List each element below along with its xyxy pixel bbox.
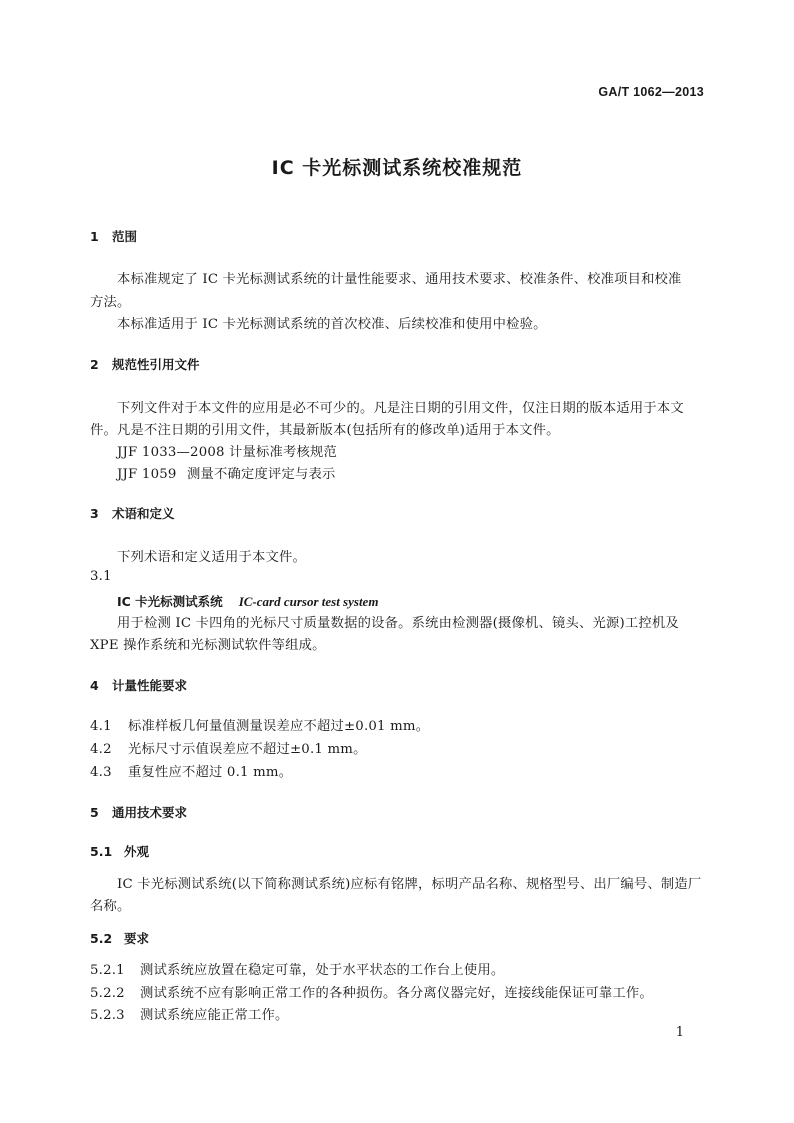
item-text: 重复性应不超过 0.1 mm。 bbox=[128, 765, 293, 780]
item-number: 5.2.1 bbox=[90, 963, 125, 978]
subsection-5-1-para-line-1: IC 卡光标测试系统(以下简称测试系统)应标有铭牌，标明产品名称、规格型号、出厂编号、制造厂 bbox=[117, 877, 702, 892]
term-entry bbox=[117, 591, 378, 610]
section-number: 3 bbox=[90, 506, 99, 521]
section-number: 4 bbox=[90, 678, 99, 693]
item-text: 测试系统不应有影响正常工作的各种损伤。各分离仪器完好，连接线能保证可靠工作。 bbox=[140, 986, 653, 1001]
term-definition-line-2: XPE 操作系统和光标测试软件等组成。 bbox=[90, 638, 326, 653]
reference-item bbox=[117, 463, 335, 482]
item-number: 5.2.3 bbox=[90, 1008, 125, 1023]
item-number: 4.3 bbox=[90, 765, 112, 780]
requirement-item bbox=[90, 738, 367, 757]
section-number: 5 bbox=[90, 805, 99, 820]
section-1-para-1-line-2: 方法。 bbox=[90, 295, 131, 310]
reference-item bbox=[117, 441, 337, 460]
item-text: 测试系统应能正常工作。 bbox=[140, 1008, 289, 1023]
reference-code: JJF 1033—2008 bbox=[117, 445, 225, 460]
item-text: 标准样板几何量值测量误差应不超过±0.01 mm。 bbox=[128, 719, 430, 734]
section-1-para-1-line-1: 本标准规定了 IC 卡光标测试系统的计量性能要求、通用技术要求、校准条件、校准项目和校准 bbox=[117, 272, 682, 287]
requirement-item bbox=[90, 982, 653, 1001]
subsection-number: 5.1 bbox=[90, 844, 113, 859]
term-chinese: IC 卡光标测试系统 bbox=[117, 594, 223, 609]
item-number: 4.1 bbox=[90, 719, 112, 734]
subsection-5-1-para-line-2: 名称。 bbox=[90, 899, 131, 914]
section-title: 范围 bbox=[112, 229, 138, 244]
item-text: 光标尺寸示值误差应不超过±0.1 mm。 bbox=[128, 742, 367, 757]
section-3-heading bbox=[90, 504, 175, 522]
section-5-heading bbox=[90, 803, 187, 821]
section-1-heading bbox=[90, 227, 137, 245]
reference-name: 测量不确定度评定与表示 bbox=[187, 467, 336, 482]
section-2-heading bbox=[90, 355, 200, 373]
requirement-item bbox=[90, 1004, 288, 1023]
section-title: 术语和定义 bbox=[112, 506, 175, 521]
section-number: 1 bbox=[90, 229, 99, 244]
subsection-number: 5.2 bbox=[90, 931, 113, 946]
item-number: 4.2 bbox=[90, 742, 112, 757]
section-title: 通用技术要求 bbox=[112, 805, 188, 820]
section-3-para-1: 下列术语和定义适用于本文件。 bbox=[117, 550, 306, 565]
item-number: 5.2.2 bbox=[90, 986, 125, 1001]
standard-number: GA/T 1062—2013 bbox=[598, 85, 704, 99]
section-title: 计量性能要求 bbox=[112, 678, 188, 693]
reference-code: JJF 1059 bbox=[117, 467, 177, 482]
section-4-heading bbox=[90, 676, 187, 694]
subsection-5-2-heading bbox=[90, 929, 149, 947]
requirement-item bbox=[90, 959, 504, 978]
section-title: 规范性引用文件 bbox=[112, 357, 200, 372]
section-2-para-1-line-1: 下列文件对于本文件的应用是必不可少的。凡是注日期的引用文件，仅注日期的版本适用于本文 bbox=[117, 401, 684, 416]
subsection-title: 外观 bbox=[124, 844, 150, 859]
requirement-item bbox=[90, 761, 292, 780]
section-2-para-1-line-2: 件。凡是不注日期的引用文件，其最新版本(包括所有的修改单)适用于本文件。 bbox=[90, 423, 560, 438]
section-number: 2 bbox=[90, 357, 99, 372]
page-number: 1 bbox=[675, 1025, 684, 1040]
requirement-item bbox=[90, 715, 429, 734]
subsection-5-1-heading bbox=[90, 842, 149, 860]
section-1-para-2: 本标准适用于 IC 卡光标测试系统的首次校准、后续校准和使用中检验。 bbox=[117, 317, 547, 332]
item-text: 测试系统应放置在稳定可靠，处于水平状态的工作台上使用。 bbox=[140, 963, 505, 978]
reference-name: 计量标准考核规范 bbox=[229, 445, 337, 460]
term-english: IC-card cursor test system bbox=[238, 594, 379, 609]
term-definition-line-1: 用于检测 IC 卡四角的光标尺寸质量数据的设备。系统由检测器(摄像机、镜头、光源)工控机及 bbox=[117, 616, 679, 631]
subsection-3-1-number: 3.1 bbox=[90, 569, 112, 584]
subsection-title: 要求 bbox=[124, 931, 150, 946]
document-title: IC 卡光标测试系统校准规范 bbox=[271, 157, 523, 179]
